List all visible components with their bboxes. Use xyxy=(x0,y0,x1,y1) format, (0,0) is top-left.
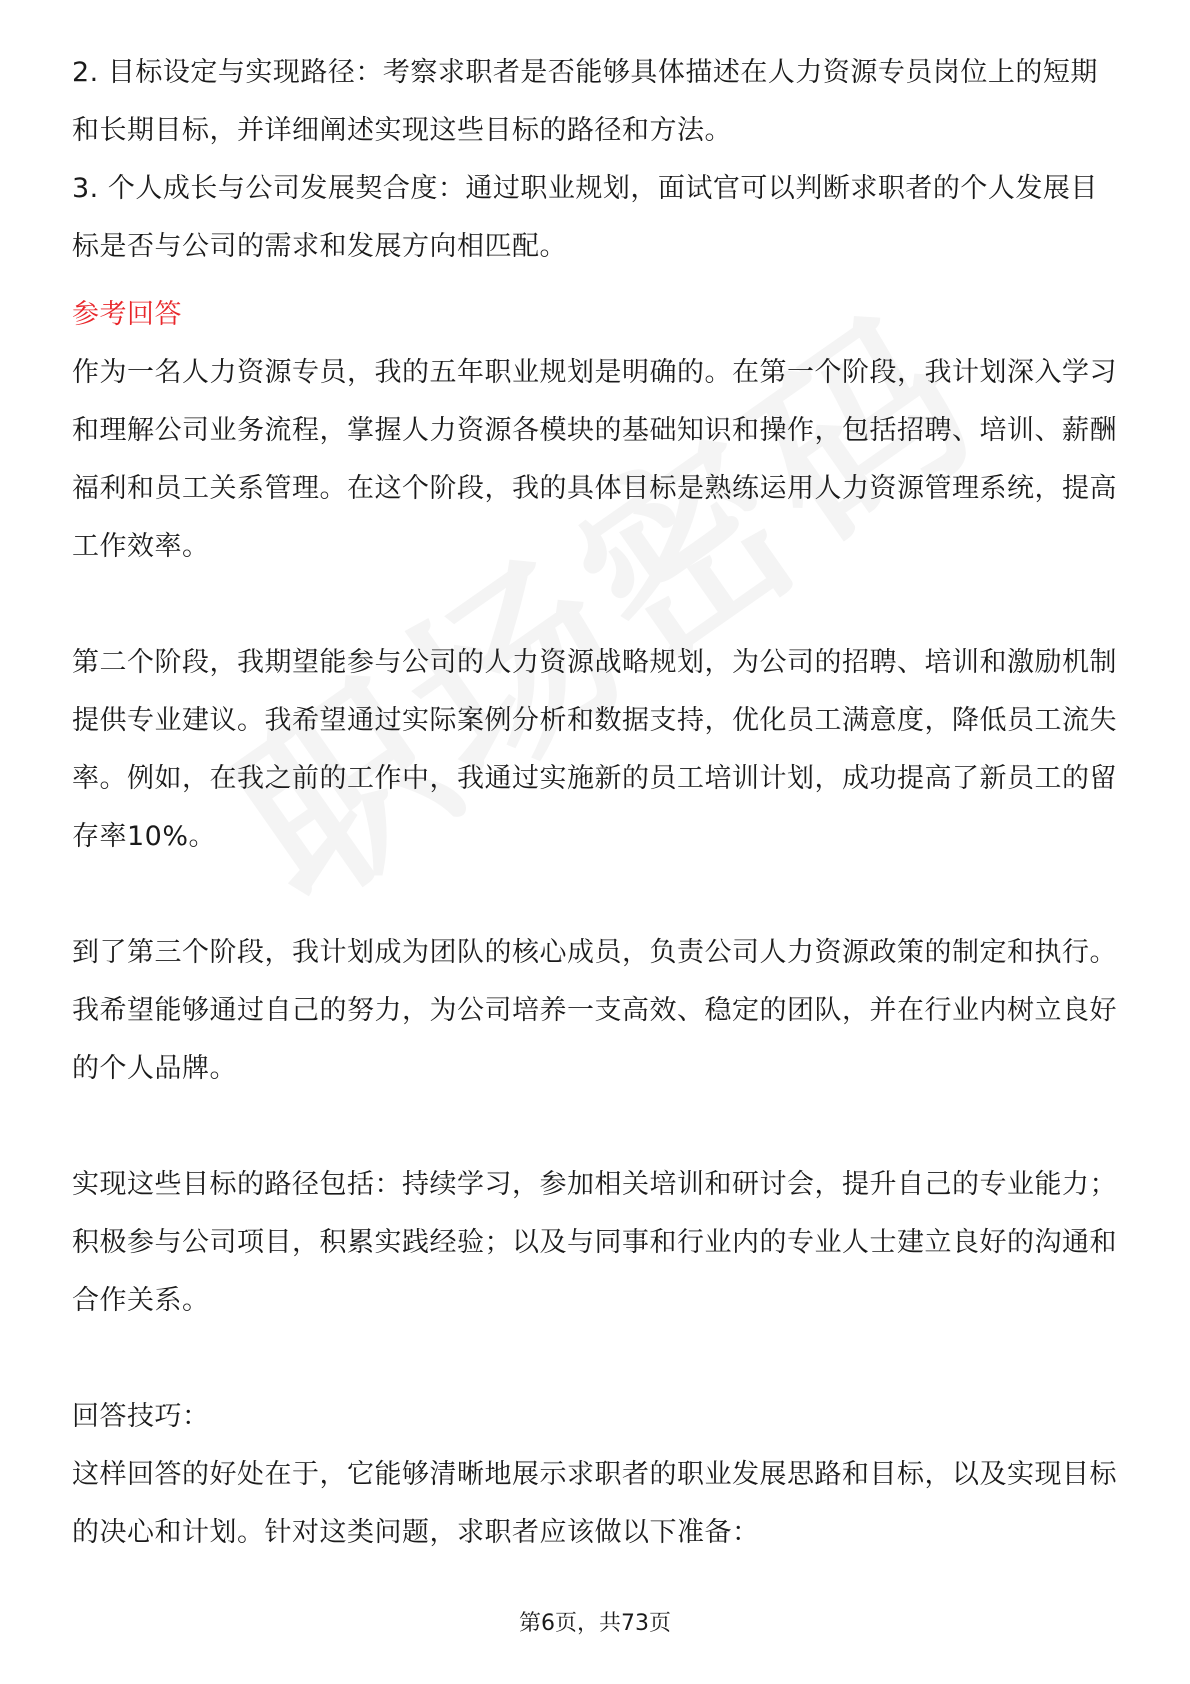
tips-heading: 回答技巧： xyxy=(72,1401,210,1432)
answer-paragraph-3: 到了第三个阶段，我计划成为团队的核心成员，负责公司人力资源政策的制定和执行。我希望能够通过自己的努力，为公司培养一支高效、稳定的团队，并在行业内树立良好的个人品牌。 xyxy=(72,937,1117,1084)
answer-paragraph-2: 第二个阶段，我期望能参与公司的人力资源战略规划，为公司的招聘、培训和激励机制提供专业建议。我希望通过实际案例分析和数据支持，优化员工满意度，降低员工流失率。例如，在我之前的工作中，我通过实施新的员工培训计划，成功提高了新员工的留存率10%。 xyxy=(72,647,1117,852)
answer-paragraph-1: 作为一名人力资源专员，我的五年职业规划是明确的。在第一个阶段，我计划深入学习和理解公司业务流程，掌握人力资源各模块的基础知识和操作，包括招聘、培训、薪酬福利和员工关系管理。在这个阶段，我的具体目标是熟练运用人力资源管理系统，提高工作效率。 xyxy=(72,357,1117,562)
paragraph-spacer xyxy=(72,866,1122,924)
point-2-paragraph: 2. 目标设定与实现路径：考察求职者是否能够具体描述在人力资源专员岗位上的短期和长期目标，并详细阐述实现这些目标的路径和方法。 xyxy=(72,57,1098,146)
paragraph-spacer xyxy=(72,1330,1122,1388)
page-number-footer: 第6页，共73页 xyxy=(519,1611,671,1636)
document-body xyxy=(72,44,1122,1562)
reference-answer-heading: 参考回答 xyxy=(72,299,182,330)
point-3-paragraph: 3. 个人成长与公司发展契合度：通过职业规划，面试官可以判断求职者的个人发展目标是否与公司的需求和发展方向相匹配。 xyxy=(72,173,1098,262)
paragraph-spacer xyxy=(72,1098,1122,1156)
paragraph-spacer xyxy=(72,576,1122,634)
tips-paragraph: 这样回答的好处在于，它能够清晰地展示求职者的职业发展思路和目标，以及实现目标的决心和计划。针对这类问题，求职者应该做以下准备： xyxy=(72,1459,1117,1548)
answer-paragraph-4: 实现这些目标的路径包括：持续学习，参加相关培训和研讨会，提升自己的专业能力；积极参与公司项目，积累实践经验；以及与同事和行业内的专业人士建立良好的沟通和合作关系。 xyxy=(72,1169,1117,1316)
